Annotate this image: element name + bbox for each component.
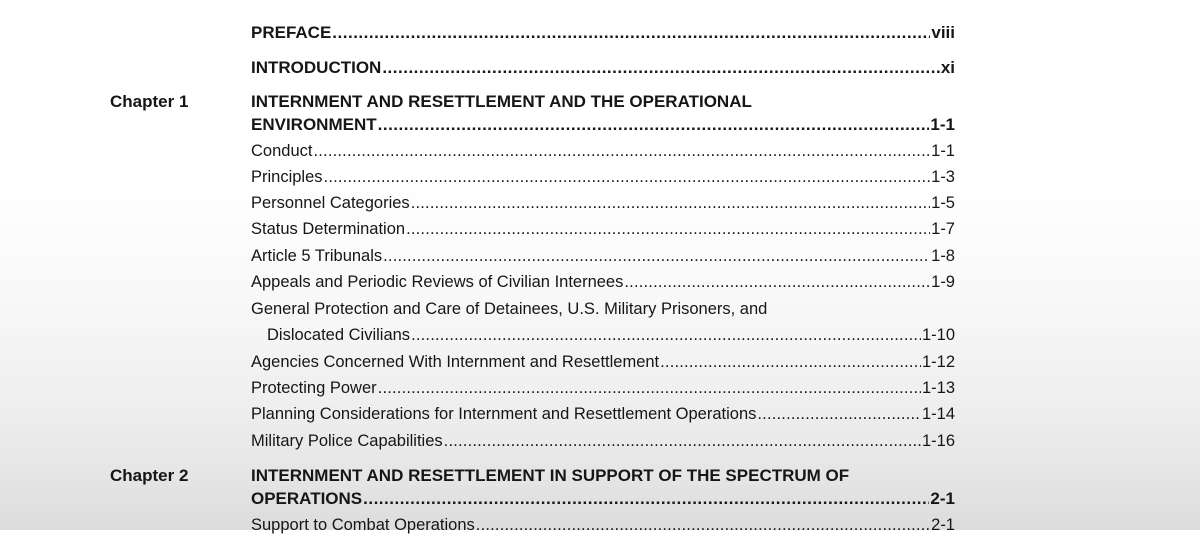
toc-entry-page: 1-7 <box>931 220 955 238</box>
dot-leader <box>383 245 930 267</box>
dot-leader <box>476 514 930 536</box>
toc-entry-page: 1-10 <box>921 326 955 344</box>
toc-entry-title: OPERATIONS <box>251 489 363 508</box>
toc-entry-page: 1-8 <box>931 247 955 265</box>
toc-entry-title: Principles <box>251 168 323 186</box>
toc-entry-chapter-2[interactable] <box>251 488 955 510</box>
toc-entry-section[interactable] <box>251 271 955 293</box>
toc-entry-page: 1-5 <box>931 194 955 212</box>
toc-entry-page: 1-1 <box>931 142 955 160</box>
toc-entry-title: Personnel Categories <box>251 194 410 212</box>
toc-entry-title: Support to Combat Operations <box>251 516 475 534</box>
toc-entry-page: 1-1 <box>930 115 955 134</box>
dot-leader <box>378 114 930 136</box>
dot-leader <box>324 166 931 188</box>
toc-entry-page: 1-9 <box>931 273 955 291</box>
toc-entry-chapter-1[interactable] <box>251 114 955 136</box>
toc-entry-page: 1-13 <box>921 379 955 397</box>
toc-entry-preface[interactable] <box>251 22 955 44</box>
toc-entry-title-line[interactable]: General Protection and Care of Detainees, U.S. Military Prisoners, and <box>251 300 768 318</box>
toc-entry-page: 1-16 <box>921 432 955 450</box>
toc-entry-section[interactable] <box>251 377 955 399</box>
dot-leader <box>411 324 921 346</box>
toc-entry-title: ENVIRONMENT <box>251 115 377 134</box>
toc-entry-title: Military Police Capabilities <box>251 432 443 450</box>
toc-entry-section[interactable] <box>251 351 955 373</box>
toc-entry-title: Status Determination <box>251 220 406 238</box>
toc-entry-title: INTRODUCTION <box>251 58 382 77</box>
toc-entry-title: Dislocated Civilians <box>267 326 411 344</box>
dot-leader <box>363 488 929 510</box>
toc-entry-page: 1-3 <box>931 168 955 186</box>
toc-entry-title: PREFACE <box>251 23 332 42</box>
toc-entry-title: Agencies Concerned With Internment and Resettlement <box>251 353 660 371</box>
toc-entry-title: Article 5 Tribunals <box>251 247 383 265</box>
toc-entry-title: Planning Considerations for Internment and Resettlement Operations <box>251 405 757 423</box>
dot-leader <box>313 140 930 162</box>
dot-leader <box>406 218 930 240</box>
toc-entry-page: 2-1 <box>930 489 955 508</box>
toc-entry-title: Conduct <box>251 142 313 160</box>
toc-entry-section[interactable] <box>267 324 955 346</box>
toc-entry-section[interactable] <box>251 166 955 188</box>
toc-entry-page: 1-14 <box>921 405 955 423</box>
toc-entry-section[interactable] <box>251 514 955 536</box>
chapter-label: Chapter 1 <box>110 92 189 111</box>
dot-leader <box>332 22 930 44</box>
toc-entry-page: viii <box>931 23 955 42</box>
dot-leader <box>378 377 921 399</box>
toc-entry-section[interactable] <box>251 140 955 162</box>
dot-leader <box>444 430 921 452</box>
toc-entry-page: xi <box>940 58 955 77</box>
dot-leader <box>757 403 921 425</box>
dot-leader <box>382 57 939 79</box>
dot-leader <box>660 351 921 373</box>
toc-entry-title: Protecting Power <box>251 379 377 397</box>
dot-leader <box>624 271 930 293</box>
chapter-label: Chapter 2 <box>110 466 189 485</box>
chapter-title-line[interactable]: INTERNMENT AND RESETTLEMENT IN SUPPORT OF THE SPECTRUM OF <box>251 466 850 485</box>
toc-entry-section[interactable] <box>251 218 955 240</box>
chapter-title-line[interactable]: INTERNMENT AND RESETTLEMENT AND THE OPERATIONAL <box>251 92 752 111</box>
dot-leader <box>411 192 930 214</box>
toc-entry-introduction[interactable] <box>251 57 955 79</box>
toc-entry-section[interactable] <box>251 192 955 214</box>
toc-entry-section[interactable] <box>251 430 955 452</box>
toc-entry-section[interactable] <box>251 245 955 267</box>
toc-entry-page: 2-1 <box>931 516 955 534</box>
toc-entry-section[interactable] <box>251 403 955 425</box>
toc-entry-page: 1-12 <box>921 353 955 371</box>
toc-entry-title: Appeals and Periodic Reviews of Civilian Internees <box>251 273 624 291</box>
